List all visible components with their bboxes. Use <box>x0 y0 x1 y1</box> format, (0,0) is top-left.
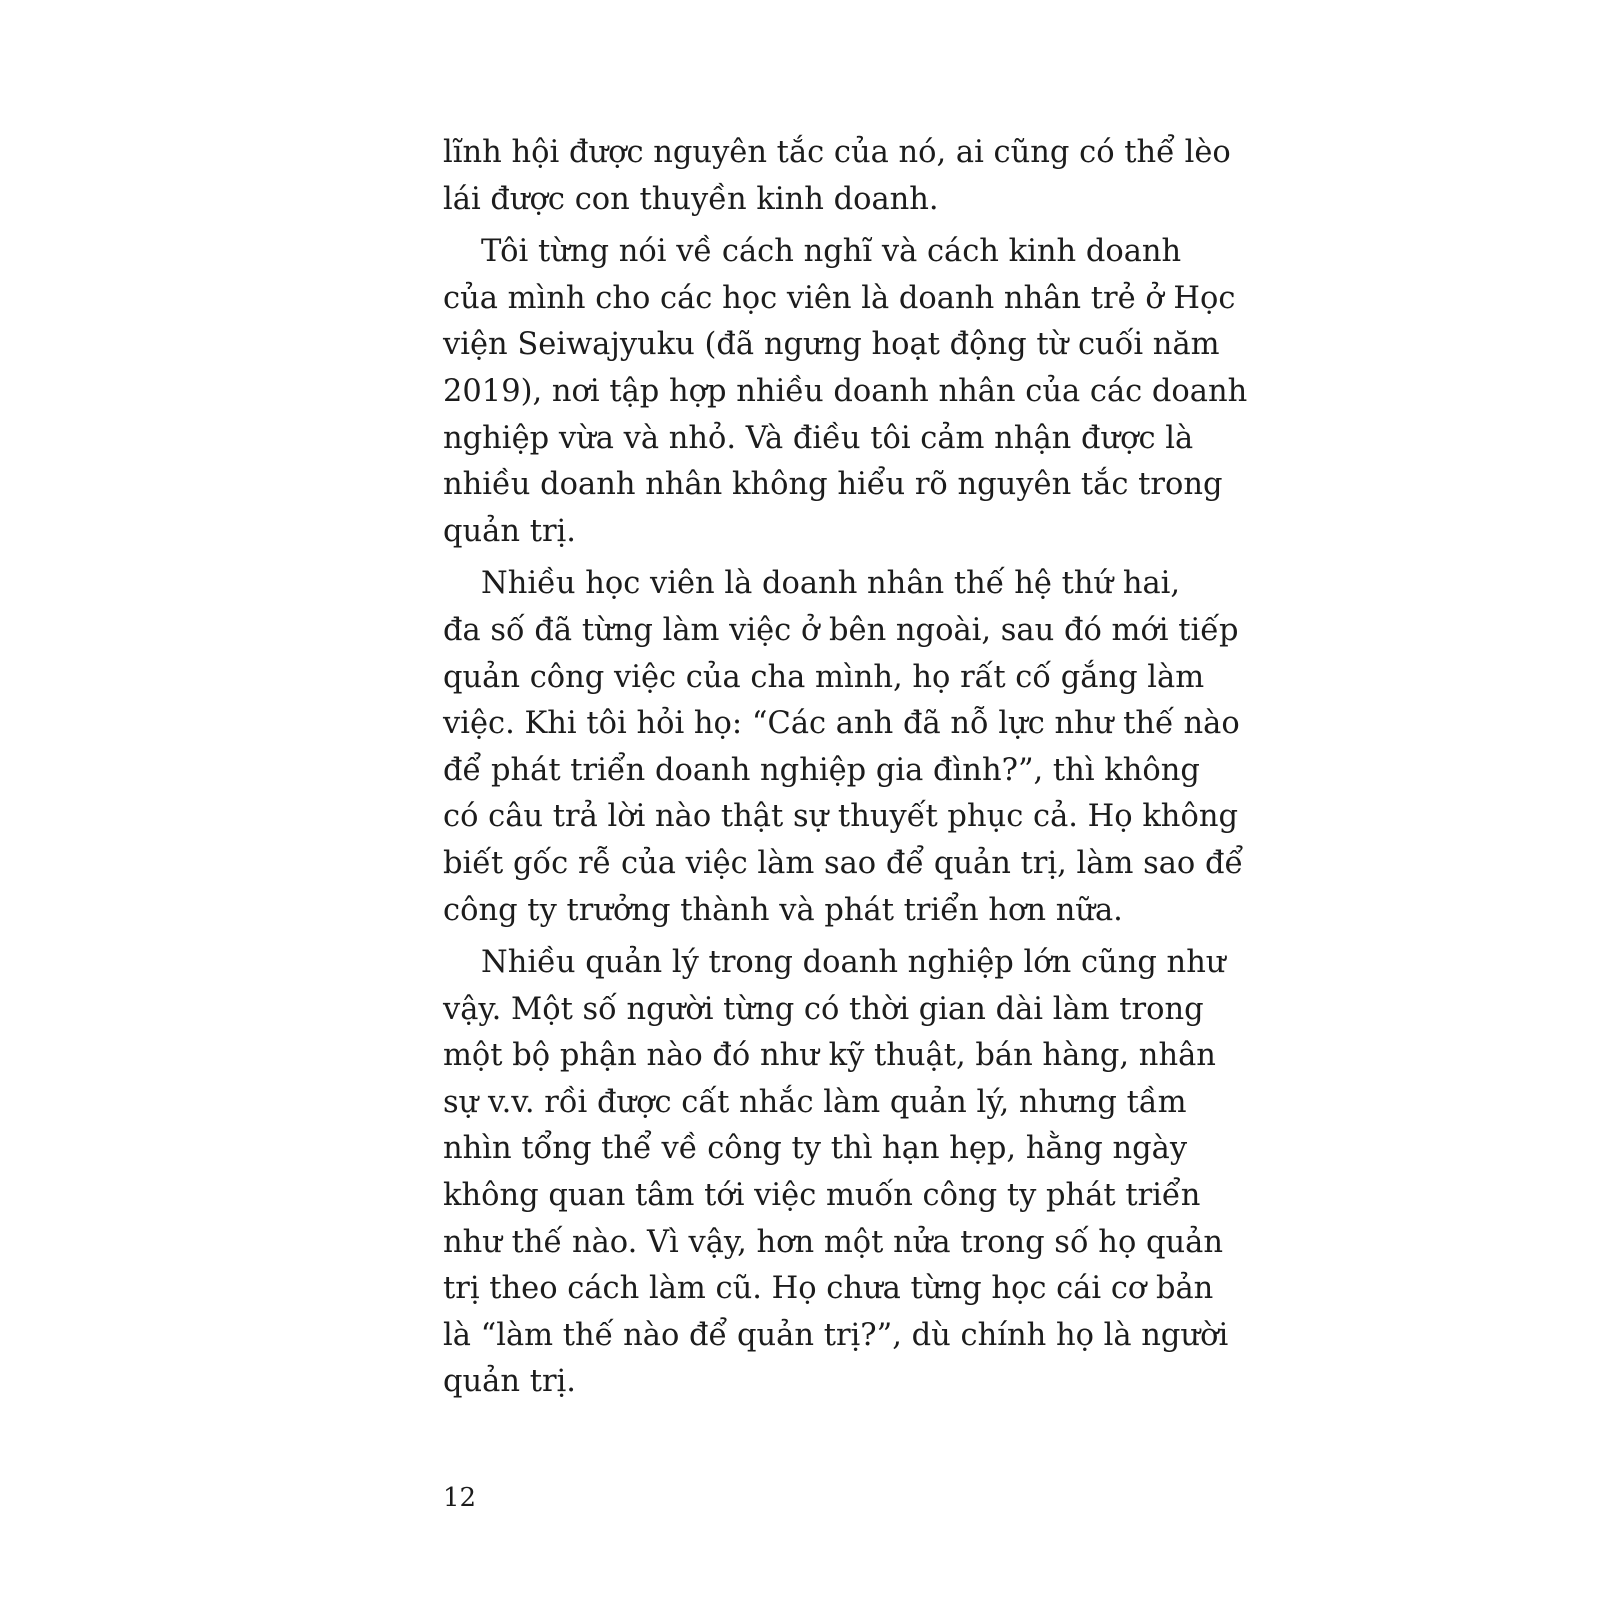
page-number: 12 <box>443 1483 477 1513</box>
text-line: quản trị. <box>443 1364 576 1400</box>
text-line: Nhiều học viên là doanh nhân thế hệ thứ hai, <box>481 566 1181 602</box>
text-line: của mình cho các học viên là doanh nhân trẻ ở Học <box>443 280 1236 316</box>
text-line: nhiều doanh nhân không hiểu rõ nguyên tắc trong <box>443 467 1223 503</box>
text-line: việc. Khi tôi hỏi họ: “Các anh đã nỗ lực như thế nào <box>443 706 1240 742</box>
text-line: biết gốc rễ của việc làm sao để quản trị, làm sao để <box>443 845 1244 881</box>
text-line: 2019), nơi tập hợp nhiều doanh nhân của các doanh <box>443 373 1248 409</box>
body-text <box>443 130 1248 1406</box>
text-line: Tôi từng nói về cách nghĩ và cách kinh doanh <box>481 234 1182 270</box>
text-line: đa số đã từng làm việc ở bên ngoài, sau đó mới tiếp <box>443 612 1239 648</box>
text-line: trị theo cách làm cũ. Họ chưa từng học cái cơ bản <box>443 1271 1214 1307</box>
text-line: là “làm thế nào để quản trị?”, dù chính họ là người <box>443 1317 1229 1353</box>
text-line: một bộ phận nào đó như kỹ thuật, bán hàng, nhân <box>443 1038 1216 1074</box>
text-line: quản trị. <box>443 513 576 549</box>
text-line: sự v.v. rồi được cất nhắc làm quản lý, nhưng tầm <box>443 1084 1187 1120</box>
paragraph-2 <box>443 229 1248 555</box>
text-line: nghiệp vừa và nhỏ. Và điều tôi cảm nhận được là <box>443 420 1194 456</box>
text-line: Nhiều quản lý trong doanh nghiệp lớn cũng như <box>481 945 1226 981</box>
text-line: viện Seiwajyuku (đã ngưng hoạt động từ cuối năm <box>443 327 1220 363</box>
text-line: công ty trưởng thành và phát triển hơn nữa. <box>443 892 1123 928</box>
text-line: lĩnh hội được nguyên tắc của nó, ai cũng có thể lèo <box>443 135 1231 170</box>
text-line: không quan tâm tới việc muốn công ty phát triển <box>443 1178 1201 1214</box>
text-line: vậy. Một số người từng có thời gian dài làm trong <box>443 991 1204 1027</box>
text-line: quản công việc của cha mình, họ rất cố gắng làm <box>443 659 1205 695</box>
paragraph-1 <box>443 130 1231 223</box>
paragraph-3 <box>443 561 1244 934</box>
text-line: lái được con thuyền kinh doanh. <box>443 181 939 217</box>
text-line: để phát triển doanh nghiệp gia đình?”, thì không <box>443 752 1200 788</box>
text-line: nhìn tổng thể về công ty thì hạn hẹp, hằng ngày <box>443 1131 1188 1167</box>
paragraph-4 <box>443 940 1229 1406</box>
text-line: có câu trả lời nào thật sự thuyết phục cả. Họ không <box>443 799 1238 835</box>
text-line: như thế nào. Vì vậy, hơn một nửa trong số họ quản <box>443 1224 1223 1260</box>
